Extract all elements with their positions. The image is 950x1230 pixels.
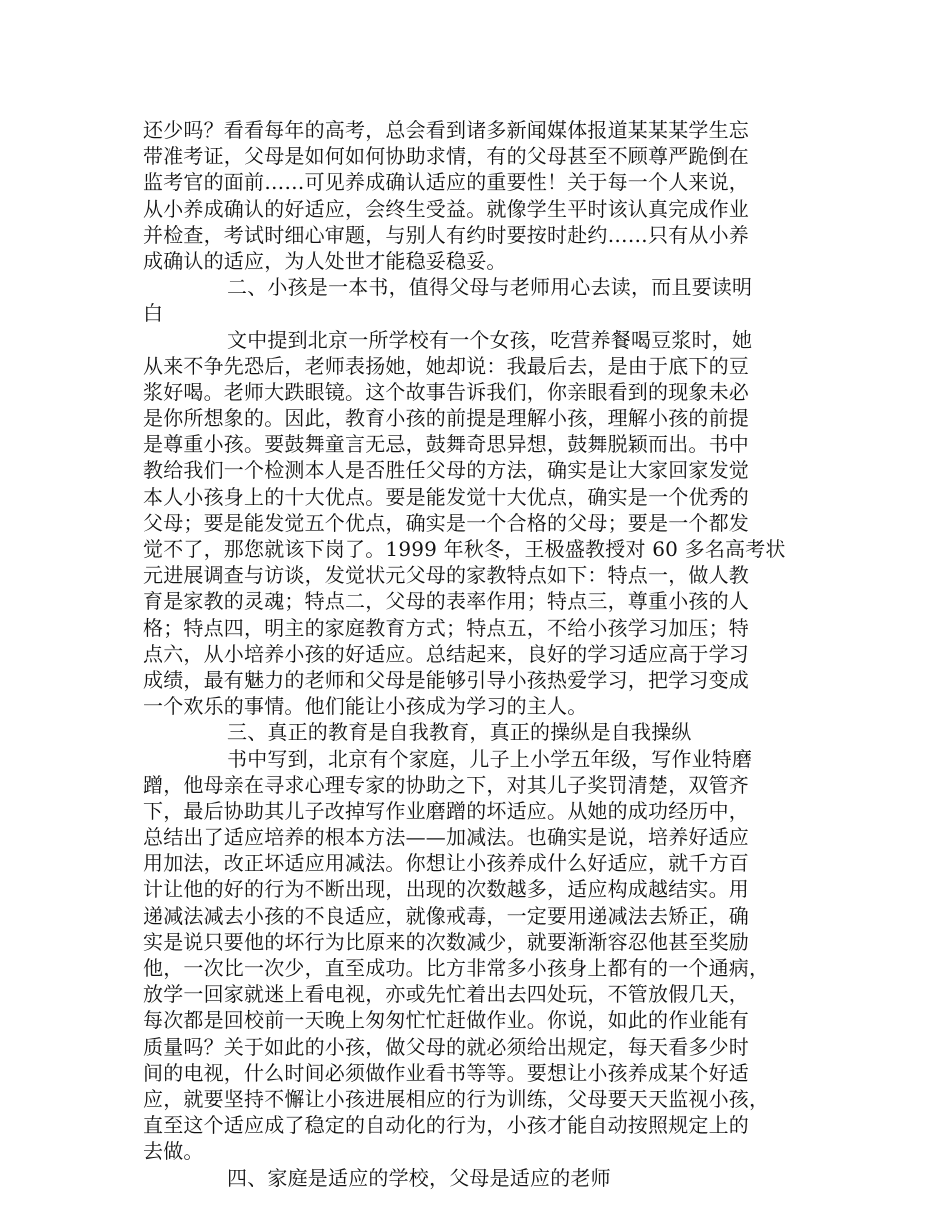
paragraph-start-line: 书中写到，北京有个家庭，儿子上小学五年级，写作业特磨 — [227, 746, 753, 771]
text-line: 去做。 — [143, 1139, 204, 1164]
text-line: 本人小孩身上的十大优点。要是能发觉十大优点，确实是一个优秀的 — [143, 484, 749, 509]
text-line: 一个欢乐的事情。他们能让小孩成为学习的主人。 — [143, 694, 588, 719]
document-body-text — [143, 117, 831, 1191]
text-line: 还少吗？看看每年的高考，总会看到诸多新闻媒体报道某某某学生忘 — [143, 118, 749, 142]
text-line: 并检查，考试时细心审题，与别人有约时要按时赴约……只有从小养 — [143, 222, 749, 247]
text-line: 实是说只要他的坏行为比原来的次数减少，就要渐渐容忍他甚至奖励 — [143, 929, 749, 954]
text-line: 是你所想象的。因此，教育小孩的前提是理解小孩，理解小孩的前提 — [143, 406, 749, 431]
text-line: 点六，从小培养小孩的好适应。总结起来，良好的学习适应高于学习 — [143, 641, 749, 666]
text-line: 计让他的好的行为不断出现，出现的次数越多，适应构成越结实。用 — [143, 877, 749, 902]
text-line: 用加法，改正坏适应用减法。你想让小孩养成什么好适应，就千方百 — [143, 851, 749, 876]
text-line: 父母；要是能发觉五个优点，确实是一个合格的父母；要是一个都发 — [143, 510, 749, 535]
text-line: 是尊重小孩。要鼓舞童言无忌，鼓舞奇思异想，鼓舞脱颖而出。书中 — [143, 432, 749, 457]
text-line: 教给我们一个检测本人是否胜任父母的方法，确实是让大家回家发觉 — [143, 458, 749, 483]
text-line: 总结出了适应培养的根本方法——加减法。也确实是说，培养好适应 — [143, 825, 749, 850]
text-line: 元进展调查与访谈，发觉状元父母的家教特点如下：特点一，做人教 — [143, 563, 749, 588]
text-line: 浆好喝。老师大跌眼镜。这个故事告诉我们，你亲眼看到的现象未必 — [143, 379, 749, 404]
text-line: 直至这个适应成了稳定的自动化的行为，小孩才能自动按照规定上的 — [143, 1113, 749, 1138]
text-line: 放学一回家就迷上看电视，亦或先忙着出去四处玩，不管放假几天， — [143, 982, 749, 1007]
text-line: 觉不了，那您就该下岗了。1999 年秋冬，王极盛教授对 60 多名高考状 — [143, 537, 786, 561]
text-line: 成绩，最有魅力的老师和父母是能够引导小孩热爱学习，把学习变成 — [143, 667, 749, 692]
text-line: 白 — [143, 301, 164, 326]
paragraph-start-line: 二、小孩是一本书，值得父母与老师用心去读，而且要读明 — [227, 275, 753, 300]
paragraph-start-line: 三、真正的教育是自我教育，真正的操纵是自我操纵 — [227, 720, 692, 745]
text-line: 蹭，他母亲在寻求心理专家的协助之下，对其儿子奖罚清楚，双管齐 — [143, 772, 749, 797]
paragraph-start-line: 四、家庭是适应的学校，父母是适应的老师 — [227, 1165, 611, 1190]
text-line: 递减法减去小孩的不良适应，就像戒毒，一定要用递减法去矫正，确 — [143, 903, 749, 928]
text-line: 下，最后协助其儿子改掉写作业磨蹭的坏适应。从她的成功经历中， — [143, 798, 749, 823]
text-line: 从来不争先恐后，老师表扬她，她却说：我最后去，是由于底下的豆 — [143, 353, 749, 378]
paragraph-start-line: 文中提到北京一所学校有一个女孩，吃营养餐喝豆浆时，她 — [227, 327, 753, 352]
text-line: 每次都是回校前一天晚上匆匆忙忙赶做作业。你说，如此的作业能有 — [143, 1008, 749, 1033]
text-line: 间的电视，什么时间必须做作业看书等等。要想让小孩养成某个好适 — [143, 1060, 749, 1085]
text-line: 应，就要坚持不懈让小孩进展相应的行为训练，父母要天天监视小孩， — [143, 1086, 770, 1111]
text-line: 育是家教的灵魂；特点二，父母的表率作用；特点三，尊重小孩的人 — [143, 589, 749, 614]
text-line: 监考官的面前……可见养成确认适应的重要性！关于每一个人来说， — [143, 170, 749, 195]
text-line: 从小养成确认的好适应，会终生受益。就像学生平时该认真完成作业 — [143, 196, 749, 221]
text-line: 带准考证，父母是如何如何协助求情，有的父母甚至不顾尊严跪倒在 — [143, 144, 749, 169]
text-line: 他，一次比一次少，直至成功。比方非常多小孩身上都有的一个通病， — [143, 956, 770, 980]
text-line: 成确认的适应，为人处世才能稳妥稳妥。 — [143, 248, 507, 273]
text-line: 格；特点四，明主的家庭教育方式；特点五，不给小孩学习加压；特 — [143, 615, 749, 640]
text-line: 质量吗？关于如此的小孩，做父母的就必须给出规定，每天看多少时 — [143, 1034, 749, 1059]
